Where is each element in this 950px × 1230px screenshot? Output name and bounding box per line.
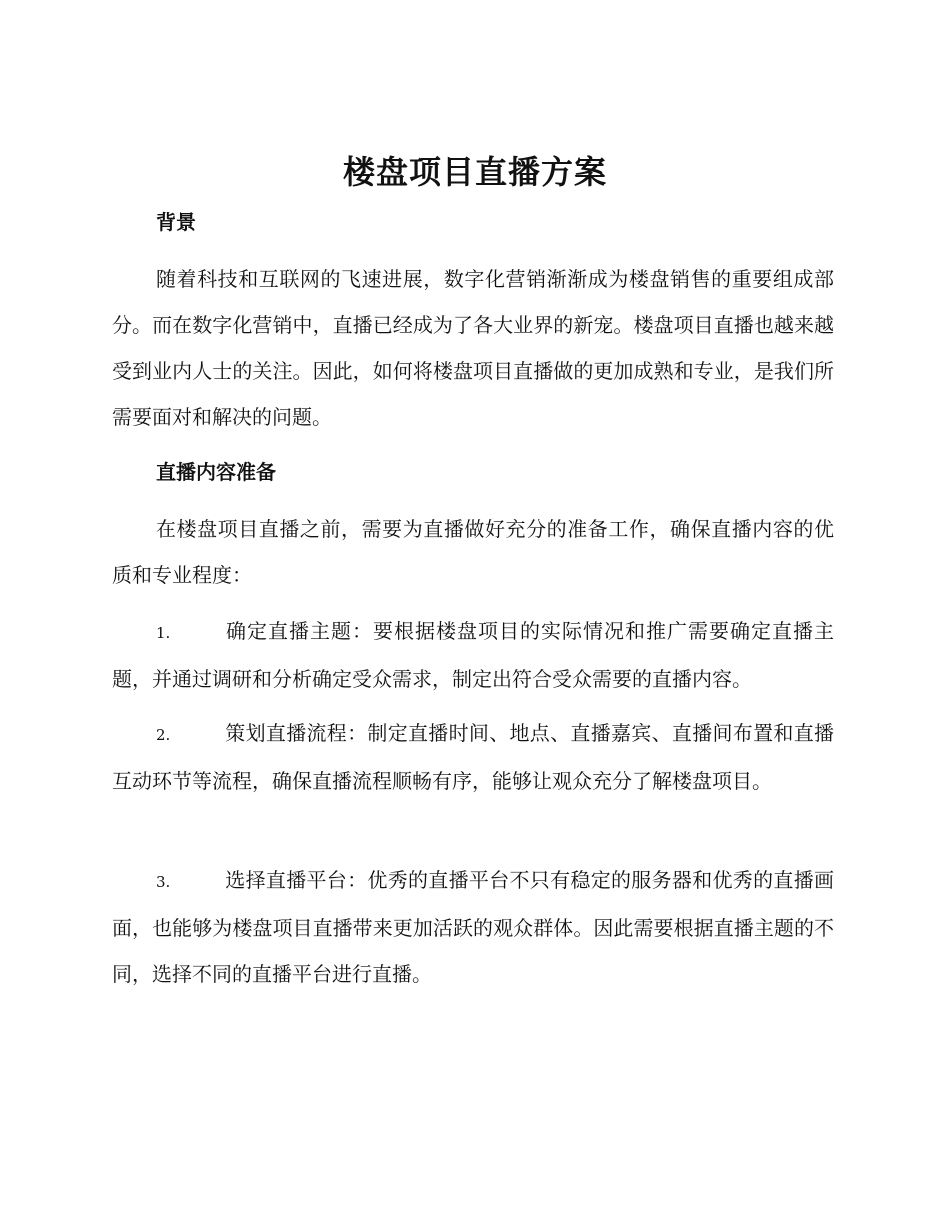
- section-heading-content-prep: 直播内容准备: [156, 460, 276, 484]
- list-item-text: 策划直播流程：制定直播时间、地点、直播嘉宾、直播间布置和直播互动环节等流程，确保直播流程顺畅有序，能够让观众充分了解楼盘项目。: [112, 721, 834, 793]
- list-item-text: 选择直播平台：优秀的直播平台不只有稳定的服务器和优秀的直播画面，也能够为楼盘项目直播带来更加活跃的观众群体。因此需要根据直播主题的不同，选择不同的直播平台进行直播。: [112, 868, 834, 986]
- list-item-number: 1.: [156, 624, 171, 642]
- section-paragraph-background: 随着科技和互联网的飞速进展，数字化营销渐渐成为楼盘销售的重要组成部分。而在数字化营销中，直播已经成为了各大业界的新宠。楼盘项目直播也越来越受到业内人士的关注。因此，如何将楼盘项目直播做的更加成熟和专业，是我们所需要面对和解决的问题。: [112, 267, 834, 429]
- section-heading-background: 背景: [156, 210, 196, 234]
- list-item-number: 2.: [156, 726, 171, 744]
- section-paragraph-content-prep: 在楼盘项目直播之前，需要为直播做好充分的准备工作，确保直播内容的优质和专业程度：: [112, 517, 834, 587]
- document-title: 楼盘项目直播方案: [342, 153, 607, 191]
- list-item-text: 确定直播主题：要根据楼盘项目的实际情况和推广需要确定直播主题，并通过调研和分析确定受众需求，制定出符合受众需要的直播内容。: [112, 619, 834, 691]
- list-item: [112, 710, 834, 804]
- list-item: [112, 857, 834, 997]
- list-item: [112, 608, 834, 702]
- list-item-number: 3.: [156, 873, 171, 891]
